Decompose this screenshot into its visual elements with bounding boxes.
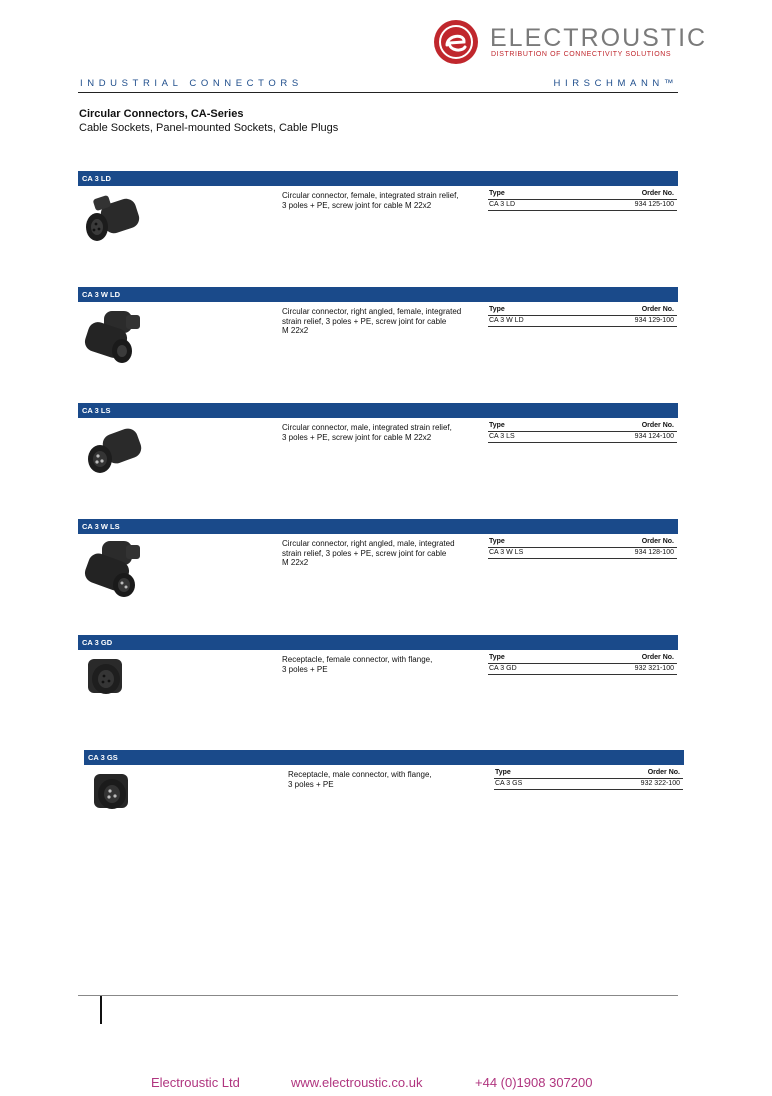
- table-row: [488, 664, 677, 675]
- description-line: strain relief, 3 poles + PE, screw joint for cable: [282, 548, 447, 558]
- table-row: [494, 779, 683, 790]
- description-line: Circular connector, female, integrated strain relief,: [282, 191, 459, 200]
- type-column-header: Type: [489, 538, 505, 545]
- description-line: Circular connector, right angled, female, integrated: [282, 307, 462, 316]
- straight-male-connector-icon: [80, 423, 150, 483]
- product-description: [282, 655, 472, 674]
- type-column-header: Type: [495, 769, 511, 776]
- order-column-header: Order No.: [641, 422, 674, 429]
- order-number-cell: 932 321-100: [634, 665, 674, 672]
- order-table: [488, 653, 677, 675]
- product-bar: CA 3 GS: [84, 750, 684, 765]
- order-table: [488, 305, 677, 327]
- table-header-row: [488, 653, 677, 664]
- order-number-cell: 934 129-100: [634, 317, 674, 324]
- product-bar: CA 3 LD: [78, 171, 678, 186]
- table-row: [488, 200, 677, 211]
- angled-male-connector-icon: [80, 539, 150, 599]
- description-line: 3 poles + PE, screw joint for cable M 22x2: [282, 432, 432, 442]
- table-header-row: [488, 305, 677, 316]
- type-cell: CA 3 W LS: [489, 549, 524, 556]
- order-column-header: Order No.: [641, 538, 674, 545]
- order-column-header: Order No.: [641, 654, 674, 661]
- type-cell: CA 3 LS: [489, 433, 515, 440]
- order-number-cell: 934 125-100: [634, 201, 674, 208]
- male-receptacle-icon: [86, 770, 156, 830]
- product-section: [78, 403, 678, 442]
- product-description: [282, 539, 472, 568]
- description-line: Circular connector, male, integrated strain relief,: [282, 423, 452, 432]
- header-category: INDUSTRIAL CONNECTORS: [80, 78, 303, 89]
- table-header-row: [488, 189, 677, 200]
- company-logo: [432, 18, 708, 64]
- description-line: 3 poles + PE, screw joint for cable M 22x2: [282, 200, 432, 210]
- footer-company: Electroustic Ltd: [151, 1075, 240, 1090]
- product-section: [84, 750, 684, 789]
- female-receptacle-icon: [80, 655, 150, 715]
- type-cell: CA 3 LD: [489, 201, 516, 208]
- order-table: [488, 537, 677, 559]
- order-number-cell: 934 128-100: [634, 549, 674, 556]
- table-row: [488, 432, 677, 443]
- product-description: [282, 423, 472, 442]
- type-column-header: Type: [489, 654, 505, 661]
- order-number-cell: 932 322-100: [640, 780, 680, 787]
- product-bar: CA 3 W LD: [78, 287, 678, 302]
- footer-website-link[interactable]: www.electroustic.co.uk: [291, 1075, 423, 1090]
- description-line: Receptacle, male connector, with flange,: [288, 770, 432, 779]
- page-subtitle: Cable Sockets, Panel-mounted Sockets, Cable Plugs: [79, 122, 339, 134]
- type-cell: CA 3 W LD: [489, 317, 524, 324]
- table-header-row: [494, 768, 683, 779]
- order-column-header: Order No.: [641, 306, 674, 313]
- footer-marker: [100, 996, 102, 1024]
- table-header-row: [488, 537, 677, 548]
- table-row: [488, 548, 677, 559]
- product-description: [288, 770, 478, 789]
- type-column-header: Type: [489, 306, 505, 313]
- logo-emblem-icon: [432, 18, 480, 66]
- footer-divider: [78, 995, 678, 996]
- product-section: [78, 287, 678, 335]
- product-bar: CA 3 GD: [78, 635, 678, 650]
- description-line: 3 poles + PE: [282, 664, 328, 674]
- description-line: Receptacle, female connector, with flange,: [282, 655, 433, 664]
- logo-tagline: DISTRIBUTION OF CONNECTIVITY SOLUTIONS: [491, 51, 672, 58]
- header-manufacturer: HIRSCHMANN™: [553, 78, 678, 89]
- order-table: [488, 421, 677, 443]
- order-table: [488, 189, 677, 211]
- product-description: [282, 191, 472, 210]
- product-bar: CA 3 W LS: [78, 519, 678, 534]
- type-cell: CA 3 GS: [495, 780, 523, 787]
- description-line: M 22x2: [282, 558, 309, 567]
- order-table: [494, 768, 683, 790]
- header-divider: [78, 92, 678, 93]
- type-column-header: Type: [489, 422, 505, 429]
- logo-wordmark: ELECTROUSTIC: [490, 24, 708, 52]
- type-cell: CA 3 GD: [489, 665, 517, 672]
- description-line: strain relief, 3 poles + PE, screw joint for cable: [282, 316, 447, 326]
- order-column-header: Order No.: [641, 190, 674, 197]
- table-header-row: [488, 421, 677, 432]
- page-title: Circular Connectors, CA-Series: [79, 108, 244, 120]
- angled-female-connector-icon: [80, 307, 150, 367]
- type-column-header: Type: [489, 190, 505, 197]
- description-line: Circular connector, right angled, male, integrated: [282, 539, 455, 548]
- product-description: [282, 307, 472, 336]
- description-line: 3 poles + PE: [288, 779, 334, 789]
- table-row: [488, 316, 677, 327]
- description-line: M 22x2: [282, 326, 309, 335]
- order-column-header: Order No.: [647, 769, 680, 776]
- product-bar: CA 3 LS: [78, 403, 678, 418]
- order-number-cell: 934 124-100: [634, 433, 674, 440]
- product-section: [78, 519, 678, 567]
- straight-female-connector-icon: [80, 191, 150, 251]
- footer-phone: +44 (0)1908 307200: [475, 1075, 593, 1090]
- product-section: [78, 171, 678, 210]
- product-section: [78, 635, 678, 674]
